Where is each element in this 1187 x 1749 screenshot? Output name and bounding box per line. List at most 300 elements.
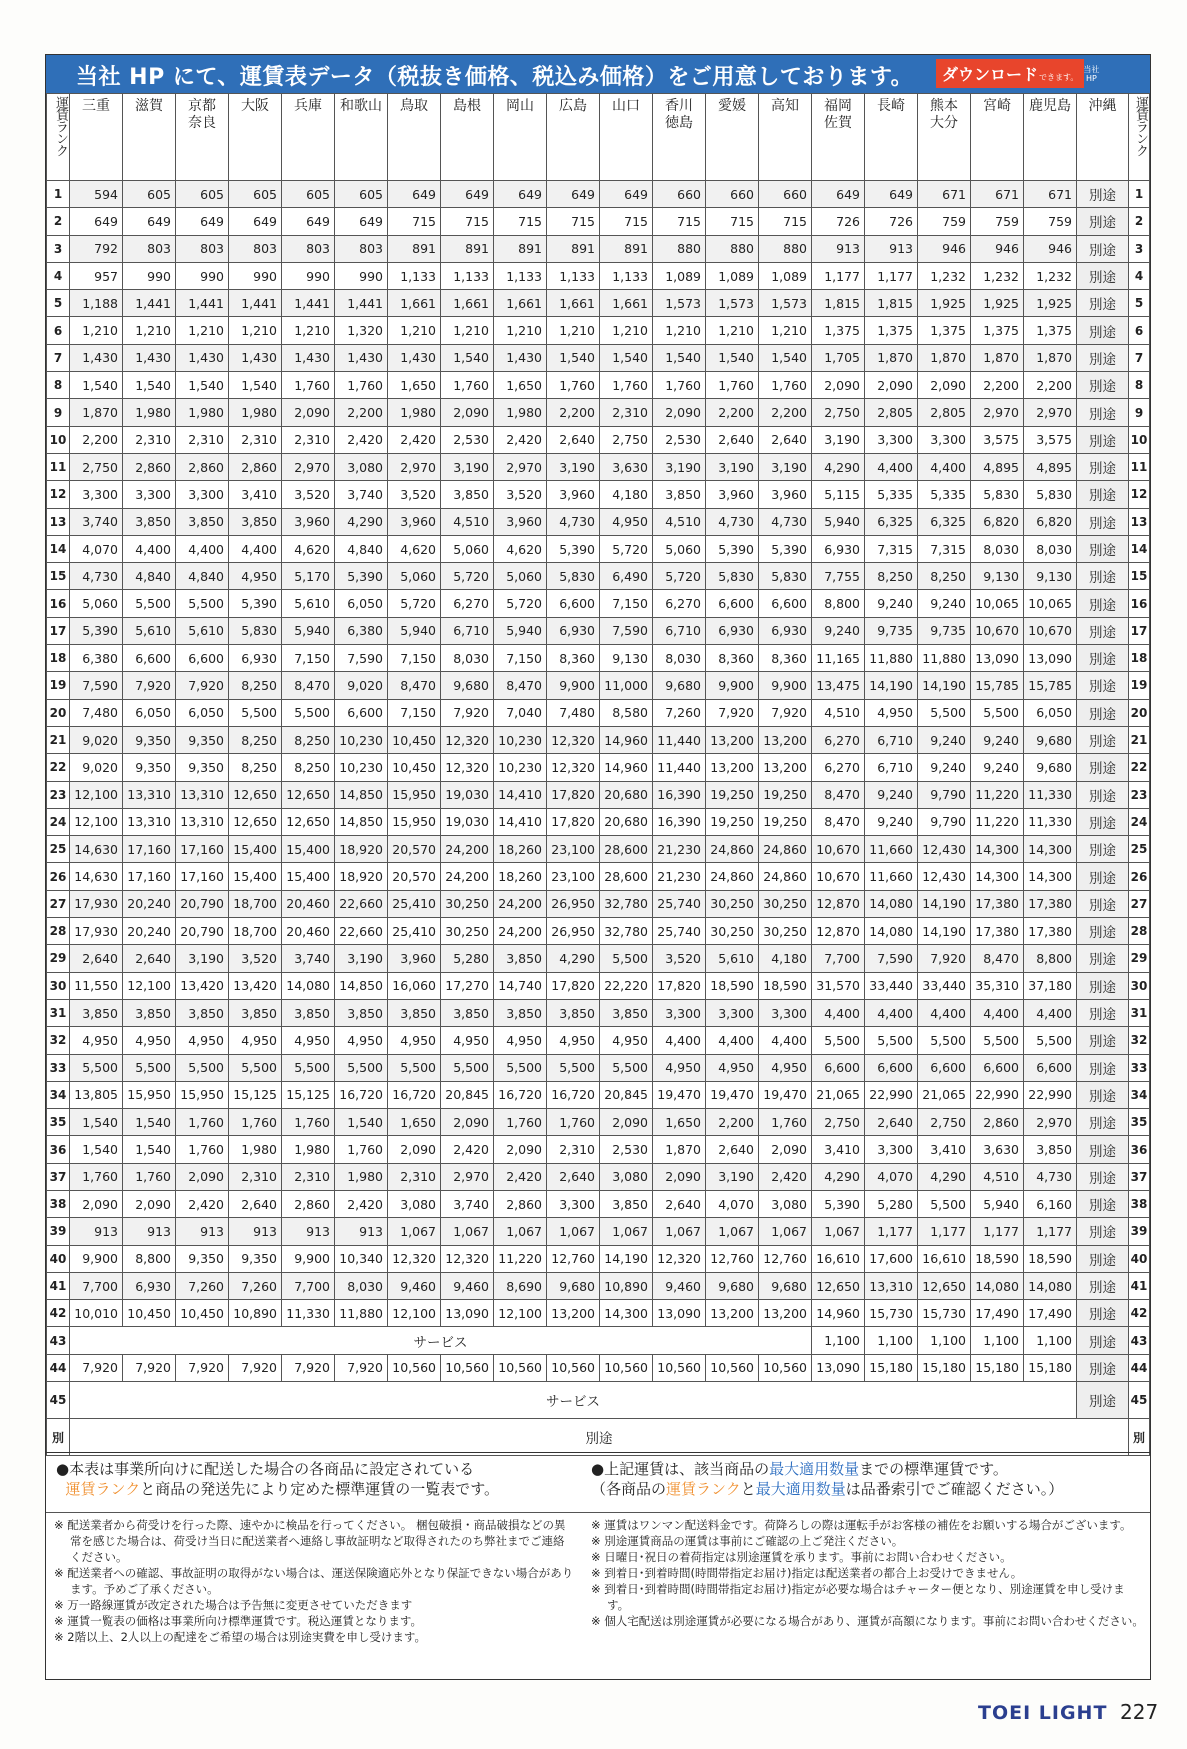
fare-cell: 9,790 <box>918 808 971 835</box>
table-row <box>47 426 1150 453</box>
fare-cell: 671 <box>918 181 971 208</box>
rank-cell-right: 37 <box>1129 1163 1150 1190</box>
rank-cell: 4 <box>47 262 70 289</box>
fare-cell: 3,960 <box>759 481 812 508</box>
fare-cell: 1,760 <box>335 1136 388 1163</box>
fare-cell: 2,310 <box>229 1163 282 1190</box>
fare-cell: 3,850 <box>70 999 123 1026</box>
fare-cell: 5,500 <box>123 1054 176 1081</box>
notes-section <box>46 1452 1150 1644</box>
fare-cell: 17,820 <box>547 781 600 808</box>
rank-cell: 11 <box>47 453 70 480</box>
column-header-label: 鳥取 <box>400 98 428 114</box>
fare-cell: 605 <box>176 181 229 208</box>
fare-cell: 24,860 <box>706 836 759 863</box>
fare-cell: 3,520 <box>282 481 335 508</box>
rank-cell-right: 16 <box>1129 590 1150 617</box>
download-label: ダウンロード <box>942 65 1039 84</box>
fare-cell: 4,730 <box>706 508 759 535</box>
fare-cell: 2,805 <box>918 399 971 426</box>
fare-cell: 10,560 <box>653 1354 706 1381</box>
fare-cell: 4,730 <box>759 508 812 535</box>
fare-cell: 21,065 <box>918 1081 971 1108</box>
fare-cell: 3,850 <box>123 508 176 535</box>
fare-cell: 9,240 <box>918 590 971 617</box>
fare-cell: 1,760 <box>653 372 706 399</box>
rank-cell-right: 32 <box>1129 1027 1150 1054</box>
fare-cell: 4,180 <box>759 945 812 972</box>
page-number: 227 <box>1120 1700 1159 1724</box>
rank-cell-right: 25 <box>1129 836 1150 863</box>
rank-cell: 22 <box>47 754 70 781</box>
fare-cell: 649 <box>123 208 176 235</box>
fare-cell: 913 <box>812 235 865 262</box>
fare-cell: 759 <box>1024 208 1077 235</box>
fare-cell: 5,390 <box>812 1190 865 1217</box>
fare-cell: 2,090 <box>653 399 706 426</box>
fare-cell: 1,980 <box>282 1136 335 1163</box>
rank-cell-right: 41 <box>1129 1272 1150 1299</box>
fare-cell: 4,400 <box>812 999 865 1026</box>
fare-cell: 4,950 <box>600 1027 653 1054</box>
fare-cell: 9,680 <box>547 1272 600 1299</box>
table-row <box>47 1419 1150 1456</box>
highlight-max-quantity: 最大適用数量 <box>755 1480 846 1498</box>
table-row <box>47 863 1150 890</box>
fare-cell: 4,950 <box>494 1027 547 1054</box>
table-row <box>47 836 1150 863</box>
fare-cell: 7,150 <box>388 699 441 726</box>
fare-cell: 3,520 <box>388 481 441 508</box>
highlight-max-quantity: 最大適用数量 <box>769 1460 860 1478</box>
fare-cell: 803 <box>282 235 335 262</box>
fare-cell: 10,450 <box>123 1300 176 1327</box>
fare-cell: 16,390 <box>653 781 706 808</box>
fare-cell: 605 <box>282 181 335 208</box>
fare-cell: 13,090 <box>441 1300 494 1327</box>
fare-cell: 17,490 <box>971 1300 1024 1327</box>
fare-cell: 1,760 <box>759 372 812 399</box>
fare-cell: 2,750 <box>812 399 865 426</box>
fare-cell: 1,650 <box>653 1109 706 1136</box>
rank-cell: 38 <box>47 1190 70 1217</box>
fare-cell: 990 <box>123 262 176 289</box>
fare-cell: 13,805 <box>70 1081 123 1108</box>
fare-cell: 16,060 <box>388 972 441 999</box>
fare-cell: 649 <box>600 181 653 208</box>
table-row <box>47 535 1150 562</box>
fare-cell: 17,930 <box>70 918 123 945</box>
fare-cell: 6,160 <box>1024 1190 1077 1217</box>
fare-cell: 2,750 <box>918 1109 971 1136</box>
fare-cell: 990 <box>176 262 229 289</box>
fare-cell: 11,220 <box>494 1245 547 1272</box>
column-header <box>441 94 494 181</box>
fare-cell: 1,661 <box>494 290 547 317</box>
rank-cell-right: 42 <box>1129 1300 1150 1327</box>
fare-cell: 715 <box>653 208 706 235</box>
fare-cell: 2,200 <box>706 1109 759 1136</box>
fare-cell: 1,925 <box>918 290 971 317</box>
fare-cell: 1,067 <box>547 1218 600 1245</box>
fare-cell: 649 <box>335 208 388 235</box>
fare-cell: 649 <box>865 181 918 208</box>
fare-cell: 13,310 <box>176 781 229 808</box>
rank-cell: 28 <box>47 918 70 945</box>
okinawa-cell: 別途 <box>1077 590 1129 617</box>
rank-cell: 26 <box>47 863 70 890</box>
table-row <box>47 453 1150 480</box>
fare-cell: 6,930 <box>812 535 865 562</box>
fare-cell: 1,210 <box>441 317 494 344</box>
fare-cell: 1,430 <box>335 344 388 371</box>
note-item: ※ 運賃一覧表の価格は事業所向け標準運賃です。税込運賃となります。 <box>54 1614 422 1628</box>
fare-cell: 17,490 <box>1024 1300 1077 1327</box>
rank-cell-right: 12 <box>1129 481 1150 508</box>
table-row <box>47 890 1150 917</box>
fare-cell: 715 <box>759 208 812 235</box>
fare-cell: 9,130 <box>971 563 1024 590</box>
column-header-label: 島根 <box>453 98 481 114</box>
fare-cell: 2,310 <box>229 426 282 453</box>
column-header-label: 京都 奈良 <box>188 98 216 131</box>
rank-cell: 3 <box>47 235 70 262</box>
fare-cell: 20,460 <box>282 918 335 945</box>
fare-cell: 946 <box>1024 235 1077 262</box>
fare-cell: 4,290 <box>812 453 865 480</box>
fare-cell: 11,550 <box>70 972 123 999</box>
fare-cell: 9,790 <box>918 781 971 808</box>
download-button[interactable] <box>936 59 1100 88</box>
fare-cell: 13,310 <box>123 781 176 808</box>
fare-cell: 10,560 <box>600 1354 653 1381</box>
okinawa-cell: 別途 <box>1077 1054 1129 1081</box>
table-row <box>47 617 1150 644</box>
fare-cell: 649 <box>388 181 441 208</box>
fare-cell: 19,470 <box>759 1081 812 1108</box>
fare-cell: 4,620 <box>494 535 547 562</box>
fare-cell: 19,250 <box>759 808 812 835</box>
fare-cell: 913 <box>335 1218 388 1245</box>
column-header <box>653 94 706 181</box>
fare-cell: 25,410 <box>388 890 441 917</box>
fare-cell: 9,240 <box>865 590 918 617</box>
fare-cell: 7,150 <box>494 645 547 672</box>
fare-cell: 10,560 <box>441 1354 494 1381</box>
fare-cell: 803 <box>335 235 388 262</box>
fare-cell: 7,480 <box>547 699 600 726</box>
fare-cell: 17,380 <box>971 918 1024 945</box>
fare-cell: 21,065 <box>812 1081 865 1108</box>
note-item: ※ 日曜日･祝日の着荷指定は別途運賃を承ります。事前にお問い合わせください。 <box>591 1550 1012 1564</box>
fare-cell: 2,530 <box>653 426 706 453</box>
okinawa-cell: 別途 <box>1077 645 1129 672</box>
fare-cell: 7,920 <box>123 672 176 699</box>
fare-cell: 2,090 <box>812 372 865 399</box>
fare-cell: 5,280 <box>441 945 494 972</box>
fare-cell: 4,950 <box>653 1054 706 1081</box>
fare-cell: 3,850 <box>653 481 706 508</box>
fare-cell: 1,067 <box>388 1218 441 1245</box>
fare-cell: 10,230 <box>335 726 388 753</box>
fare-cell: 24,860 <box>706 863 759 890</box>
fare-cell: 6,600 <box>123 645 176 672</box>
fare-cell: 3,850 <box>494 999 547 1026</box>
service-cell: サービス <box>70 1382 1077 1419</box>
rank-cell-right: 14 <box>1129 535 1150 562</box>
fare-cell: 2,860 <box>971 1109 1024 1136</box>
okinawa-cell: 別途 <box>1077 754 1129 781</box>
fare-cell: 14,960 <box>600 754 653 781</box>
rank-cell-right: 38 <box>1129 1190 1150 1217</box>
fare-cell: 3,575 <box>971 426 1024 453</box>
fare-cell: 17,820 <box>547 972 600 999</box>
fare-cell: 660 <box>706 181 759 208</box>
fare-cell: 2,640 <box>547 1163 600 1190</box>
fare-cell: 1,441 <box>335 290 388 317</box>
fare-cell: 1,760 <box>494 1109 547 1136</box>
fare-cell: 8,250 <box>282 726 335 753</box>
fare-cell: 7,920 <box>706 699 759 726</box>
fare-cell: 3,080 <box>600 1163 653 1190</box>
fare-cell: 11,660 <box>865 863 918 890</box>
fare-cell: 7,590 <box>335 645 388 672</box>
fare-cell: 9,900 <box>547 672 600 699</box>
fare-cell: 4,950 <box>70 1027 123 1054</box>
lead-right-text: は品番索引でご確認ください。） <box>845 1480 1064 1498</box>
fare-cell: 3,300 <box>865 1136 918 1163</box>
fare-cell: 1,210 <box>70 317 123 344</box>
fare-cell: 1,210 <box>653 317 706 344</box>
rank-cell: 34 <box>47 1081 70 1108</box>
fare-cell: 30,250 <box>441 918 494 945</box>
fare-cell: 8,690 <box>494 1272 547 1299</box>
rank-cell-right: 13 <box>1129 508 1150 535</box>
fare-cell: 6,930 <box>759 617 812 644</box>
fare-cell: 5,280 <box>865 1190 918 1217</box>
rank-cell-right: 31 <box>1129 999 1150 1026</box>
fare-cell: 9,240 <box>865 808 918 835</box>
fare-cell: 14,190 <box>918 672 971 699</box>
fare-cell: 1,430 <box>388 344 441 371</box>
fare-cell: 25,740 <box>653 918 706 945</box>
note-item: ※ 配送業者から荷受けを行った際、速やかに検品を行ってください。 梱包破損・商品破損などの異常を感じた場合は、荷受け当日に配送業者へ連絡し事故証明など取得されたのち弊社までご連絡ください。 <box>54 1518 566 1564</box>
fare-cell: 9,900 <box>282 1245 335 1272</box>
column-header <box>812 94 865 181</box>
rank-cell-right: 1 <box>1129 181 1150 208</box>
fare-cell: 5,335 <box>865 481 918 508</box>
fare-cell: 1,760 <box>600 372 653 399</box>
fare-cell: 5,390 <box>547 535 600 562</box>
fare-cell: 6,710 <box>865 754 918 781</box>
fare-cell: 4,950 <box>547 1027 600 1054</box>
fare-cell: 3,740 <box>441 1190 494 1217</box>
fare-cell: 4,510 <box>971 1163 1024 1190</box>
note-item: ※ 2階以上、2人以上の配達をご希望の場合は別途実費を申し受けます。 <box>54 1630 427 1644</box>
okinawa-cell: 別途 <box>1077 1382 1129 1419</box>
fare-cell: 649 <box>812 181 865 208</box>
fare-cell: 3,850 <box>176 508 229 535</box>
fare-cell: 10,450 <box>176 1300 229 1327</box>
rank-cell: 18 <box>47 645 70 672</box>
fare-cell: 18,260 <box>494 836 547 863</box>
fare-cell: 6,600 <box>759 590 812 617</box>
okinawa-cell: 別途 <box>1077 1218 1129 1245</box>
fare-cell: 1,430 <box>494 344 547 371</box>
fare-cell: 1,100 <box>1024 1327 1077 1354</box>
okinawa-cell: 別途 <box>1077 317 1129 344</box>
fare-cell: 1,210 <box>282 317 335 344</box>
fare-cell: 20,845 <box>600 1081 653 1108</box>
fare-cell: 26,950 <box>547 918 600 945</box>
fare-cell: 4,950 <box>229 563 282 590</box>
fare-cell: 15,400 <box>282 836 335 863</box>
okinawa-cell: 別途 <box>1077 372 1129 399</box>
fare-cell: 2,420 <box>494 426 547 453</box>
fare-cell: 10,560 <box>547 1354 600 1381</box>
fare-cell: 4,950 <box>282 1027 335 1054</box>
fare-cell: 3,300 <box>865 426 918 453</box>
column-header <box>176 94 229 181</box>
fare-cell: 2,310 <box>547 1136 600 1163</box>
fare-cell: 10,065 <box>971 590 1024 617</box>
fare-cell: 3,960 <box>388 945 441 972</box>
fare-cell: 1,760 <box>282 1109 335 1136</box>
fare-cell: 15,785 <box>971 672 1024 699</box>
rank-cell-right: 36 <box>1129 1136 1150 1163</box>
note-item: ※ 個人宅配送は別途運賃が必要になる場合があり、運賃が高額になります。事前にお問い合わせください。 <box>591 1614 1144 1628</box>
fare-cell: 715 <box>494 208 547 235</box>
fare-cell: 5,500 <box>600 945 653 972</box>
fare-cell: 9,240 <box>918 754 971 781</box>
fare-cell: 7,590 <box>865 945 918 972</box>
fare-cell: 6,380 <box>335 617 388 644</box>
rank-cell: 44 <box>47 1354 70 1381</box>
fare-cell: 2,310 <box>282 426 335 453</box>
fare-cell: 28,600 <box>600 836 653 863</box>
fare-cell: 5,390 <box>229 590 282 617</box>
rank-cell: 29 <box>47 945 70 972</box>
fare-cell: 9,350 <box>229 1245 282 1272</box>
fare-cell: 6,930 <box>547 617 600 644</box>
rank-cell-right: 4 <box>1129 262 1150 289</box>
fare-cell: 15,180 <box>918 1354 971 1381</box>
fare-cell: 7,920 <box>176 672 229 699</box>
fare-cell: 2,640 <box>706 1136 759 1163</box>
table-row <box>47 1272 1150 1299</box>
fare-cell: 19,030 <box>441 808 494 835</box>
fare-cell: 14,300 <box>1024 836 1077 863</box>
fare-cell: 2,805 <box>865 399 918 426</box>
fare-cell: 8,470 <box>494 672 547 699</box>
fare-cell: 15,180 <box>1024 1354 1077 1381</box>
table-row <box>47 208 1150 235</box>
fare-cell: 671 <box>1024 181 1077 208</box>
fare-cell: 2,090 <box>176 1163 229 1190</box>
fare-cell: 10,340 <box>335 1245 388 1272</box>
table-row <box>47 1190 1150 1217</box>
fare-cell: 8,470 <box>812 781 865 808</box>
fare-cell: 15,950 <box>176 1081 229 1108</box>
fare-cell: 9,680 <box>759 1272 812 1299</box>
fare-cell: 15,400 <box>282 863 335 890</box>
okinawa-cell: 別途 <box>1077 1190 1129 1217</box>
fare-cell: 1,430 <box>123 344 176 371</box>
fare-cell: 759 <box>918 208 971 235</box>
fare-cell: 31,570 <box>812 972 865 999</box>
fare-cell: 3,850 <box>229 508 282 535</box>
fare-cell: 9,020 <box>335 672 388 699</box>
table-row <box>47 945 1150 972</box>
fare-cell: 1,441 <box>282 290 335 317</box>
fare-cell: 9,680 <box>441 672 494 699</box>
fare-cell: 6,600 <box>1024 1054 1077 1081</box>
rank-cell: 40 <box>47 1245 70 1272</box>
rank-cell-right: 40 <box>1129 1245 1150 1272</box>
fare-cell: 9,735 <box>865 617 918 644</box>
fare-cell: 913 <box>229 1218 282 1245</box>
notes-left-list <box>54 1517 574 1645</box>
fare-cell: 2,640 <box>706 426 759 453</box>
fare-cell: 5,170 <box>282 563 335 590</box>
fare-cell: 3,960 <box>494 508 547 535</box>
table-row <box>47 1382 1150 1419</box>
fare-cell: 5,060 <box>388 563 441 590</box>
fare-cell: 11,165 <box>812 645 865 672</box>
fare-cell: 1,661 <box>441 290 494 317</box>
rank-cell: 33 <box>47 1054 70 1081</box>
fare-cell: 6,270 <box>441 590 494 617</box>
fare-cell: 24,200 <box>494 890 547 917</box>
fare-cell: 913 <box>176 1218 229 1245</box>
fare-cell: 9,020 <box>70 754 123 781</box>
rank-cell: 45 <box>47 1382 70 1419</box>
fare-cell: 2,860 <box>282 1190 335 1217</box>
fare-cell: 7,260 <box>176 1272 229 1299</box>
fare-cell: 5,720 <box>653 563 706 590</box>
fare-cell: 2,090 <box>123 1190 176 1217</box>
fare-cell: 18,590 <box>1024 1245 1077 1272</box>
fare-cell: 4,400 <box>176 535 229 562</box>
rank-cell-right: 29 <box>1129 945 1150 972</box>
fare-cell: 3,850 <box>282 999 335 1026</box>
fare-cell: 5,830 <box>706 563 759 590</box>
fare-cell: 5,720 <box>388 590 441 617</box>
fare-cell: 7,315 <box>918 535 971 562</box>
brand-logo: TOEI LIGHT <box>978 1702 1108 1724</box>
column-header-label: 岡山 <box>506 98 534 114</box>
fare-cell: 15,785 <box>1024 672 1077 699</box>
fare-cell: 5,830 <box>547 563 600 590</box>
fare-cell: 5,610 <box>706 945 759 972</box>
fare-cell: 17,820 <box>653 972 706 999</box>
rank-cell: 別 <box>47 1419 70 1456</box>
fare-cell: 17,160 <box>176 836 229 863</box>
fare-cell: 4,290 <box>547 945 600 972</box>
fare-cell: 3,575 <box>1024 426 1077 453</box>
fare-cell: 10,670 <box>971 617 1024 644</box>
fare-cell: 1,133 <box>600 262 653 289</box>
fare-cell: 1,067 <box>706 1218 759 1245</box>
fare-cell: 8,360 <box>706 645 759 672</box>
fare-cell: 20,790 <box>176 918 229 945</box>
fare-cell: 1,430 <box>70 344 123 371</box>
fare-cell: 1,573 <box>759 290 812 317</box>
fare-cell: 12,430 <box>918 836 971 863</box>
fare-cell: 9,020 <box>70 726 123 753</box>
fare-cell: 2,640 <box>653 1190 706 1217</box>
fare-cell: 18,920 <box>335 836 388 863</box>
